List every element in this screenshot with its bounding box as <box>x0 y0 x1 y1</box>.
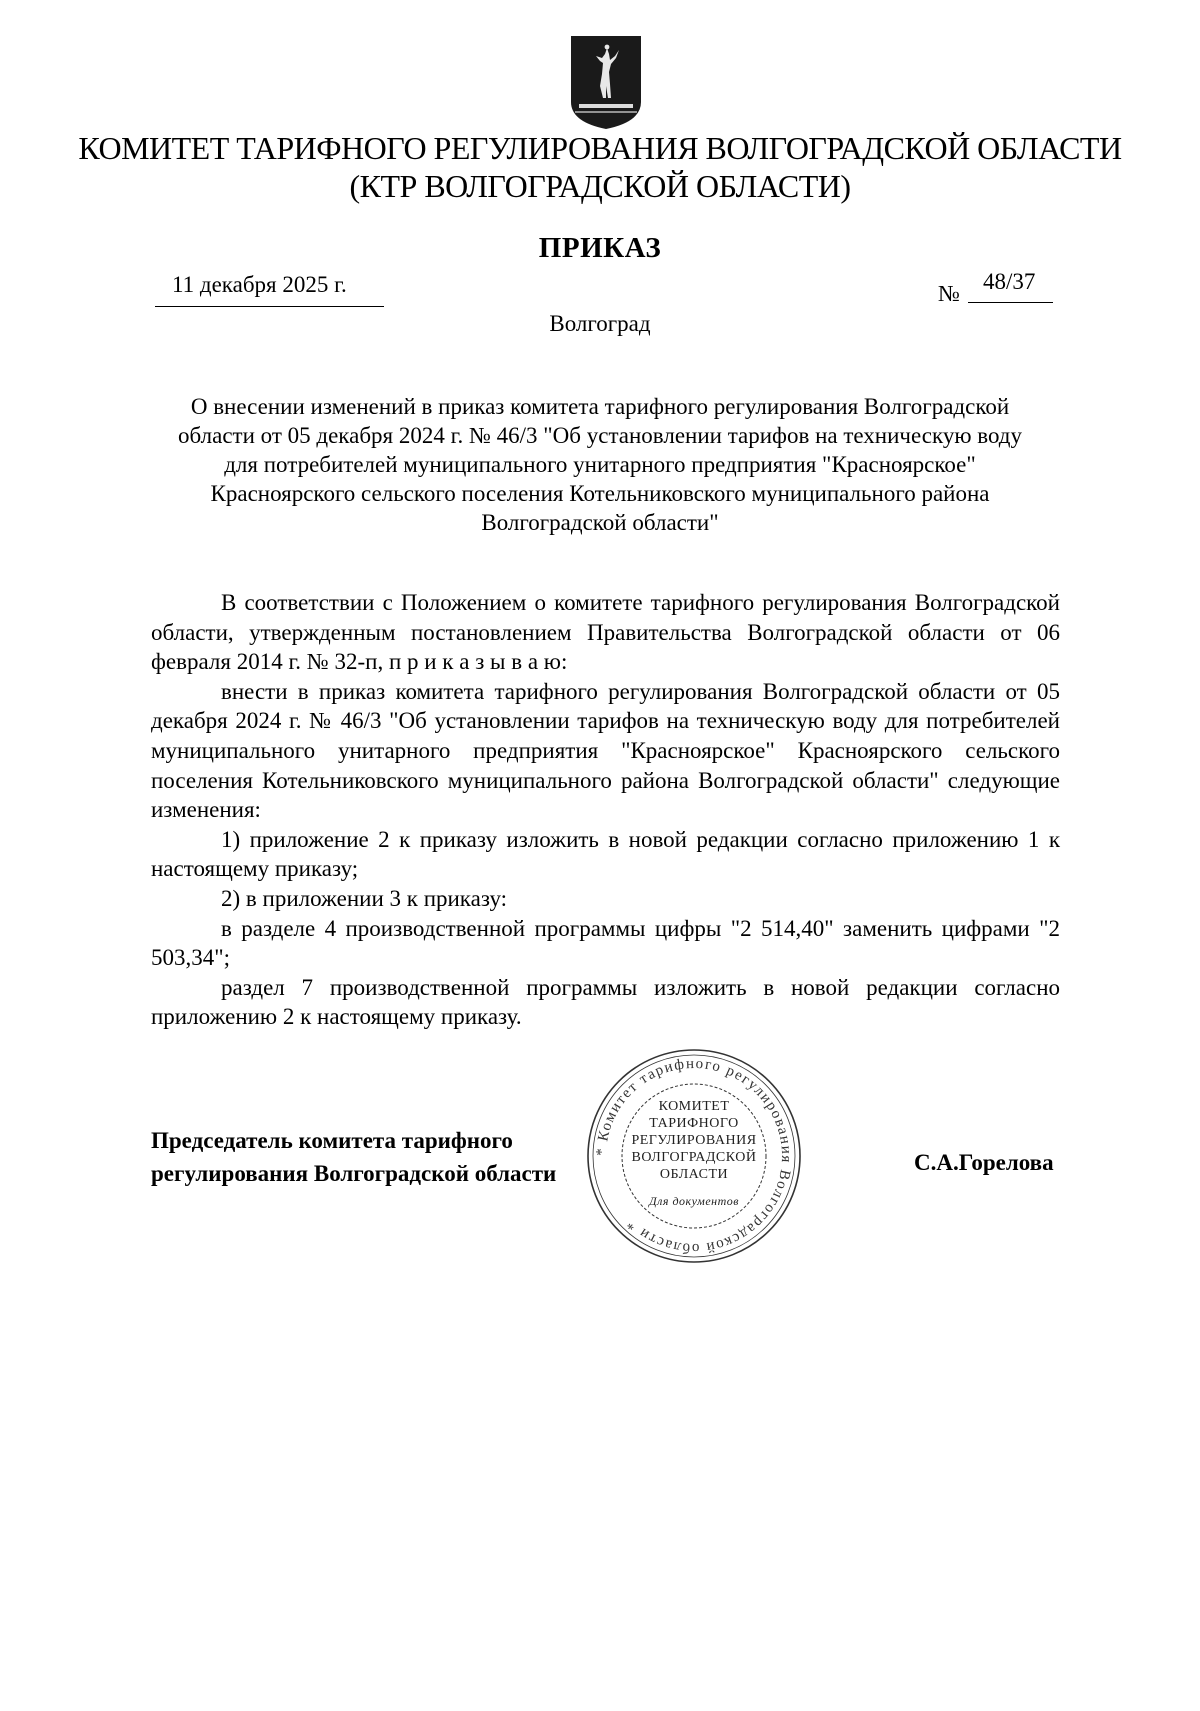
seal-inner-line: ТАРИФНОГО <box>649 1116 739 1131</box>
seal-inner-line: КОМИТЕТ <box>658 1099 730 1114</box>
document-body <box>151 588 1060 1032</box>
document-date: 11 декабря 2025 г. <box>172 272 347 297</box>
signer-position-line: Председатель комитета тарифного <box>151 1128 513 1153</box>
body-paragraph-item-1: 1) приложение 2 к приказу изложить в новой редакции согласно приложению 1 к настоящему приказу; <box>151 826 1060 882</box>
date-underline <box>155 306 384 307</box>
organization-name: КОМИТЕТ ТАРИФНОГО РЕГУЛИРОВАНИЯ ВОЛГОГРАДСКОЙ ОБЛАСТИ <box>78 130 1122 166</box>
subject-line: области от 05 декабря 2024 г. № 46/3 "Об установлении тарифов на техническую воду <box>178 423 1022 448</box>
subject-line: О внесении изменений в приказ комитета тарифного регулирования Волгоградской <box>190 394 1010 419</box>
subject-line: Волгоградской области" <box>481 510 719 535</box>
coat-of-arms-emblem <box>569 34 643 130</box>
signer-position <box>151 1124 556 1190</box>
seal-bottom-text: Для документов <box>649 1194 739 1208</box>
organization-abbreviation: (КТР ВОЛГОГРАДСКОЙ ОБЛАСТИ) <box>349 168 851 204</box>
document-subject <box>150 392 1050 537</box>
signer-name: С.А.Горелова <box>914 1150 1054 1175</box>
signer-position-line: регулирования Волгоградской области <box>151 1161 557 1186</box>
document-city: Волгоград <box>549 311 651 336</box>
seal-inner-line: РЕГУЛИРОВАНИЯ <box>631 1133 757 1148</box>
subject-line: для потребителей муниципального унитарного предприятия "Красноярское" <box>224 452 976 477</box>
body-paragraph-section-7: раздел 7 производственной программы изложить в новой редакции согласно приложению 2 к настоящему приказу. <box>151 974 1060 1030</box>
seal-inner-line: ОБЛАСТИ <box>659 1167 729 1182</box>
document-type-title: ПРИКАЗ <box>538 232 662 264</box>
number-underline <box>968 302 1053 303</box>
body-paragraph-preamble: В соответствии с Положением о комитете тарифного регулирования Волгоградской области, утвержденным постановлением Правительства Волгоградской области от 06 февраля 2014 г. № 32-п, п р и к а з ы в а ю: <box>151 590 1060 675</box>
body-paragraph-section-4: в разделе 4 производственной программы цифры "2 514,40" заменить цифрами "2 503,34"; <box>151 915 1060 971</box>
subject-line: Красноярского сельского поселения Котельниковского муниципального района <box>210 481 990 506</box>
body-paragraph-item-2: 2) в приложении 3 к приказу: <box>221 885 508 911</box>
seal-inner-line: ВОЛГОГРАДСКОЙ <box>631 1150 757 1165</box>
number-label: № <box>938 281 960 306</box>
document-number: 48/37 <box>983 269 1036 294</box>
body-paragraph-order: внести в приказ комитета тарифного регулирования Волгоградской области от 05 декабря 2024 г. № 46/3 "Об установлении тарифов на техническую воду для потребителей муниципального унитарного предприятия "Красноярское" Красноярского сельского поселения Котельниковского муниципального района Волгоградской области" следующие изменения: <box>151 678 1060 823</box>
seal-outer-text: * Комитет тарифного регулирования Волгоградской области * <box>593 1055 795 1257</box>
